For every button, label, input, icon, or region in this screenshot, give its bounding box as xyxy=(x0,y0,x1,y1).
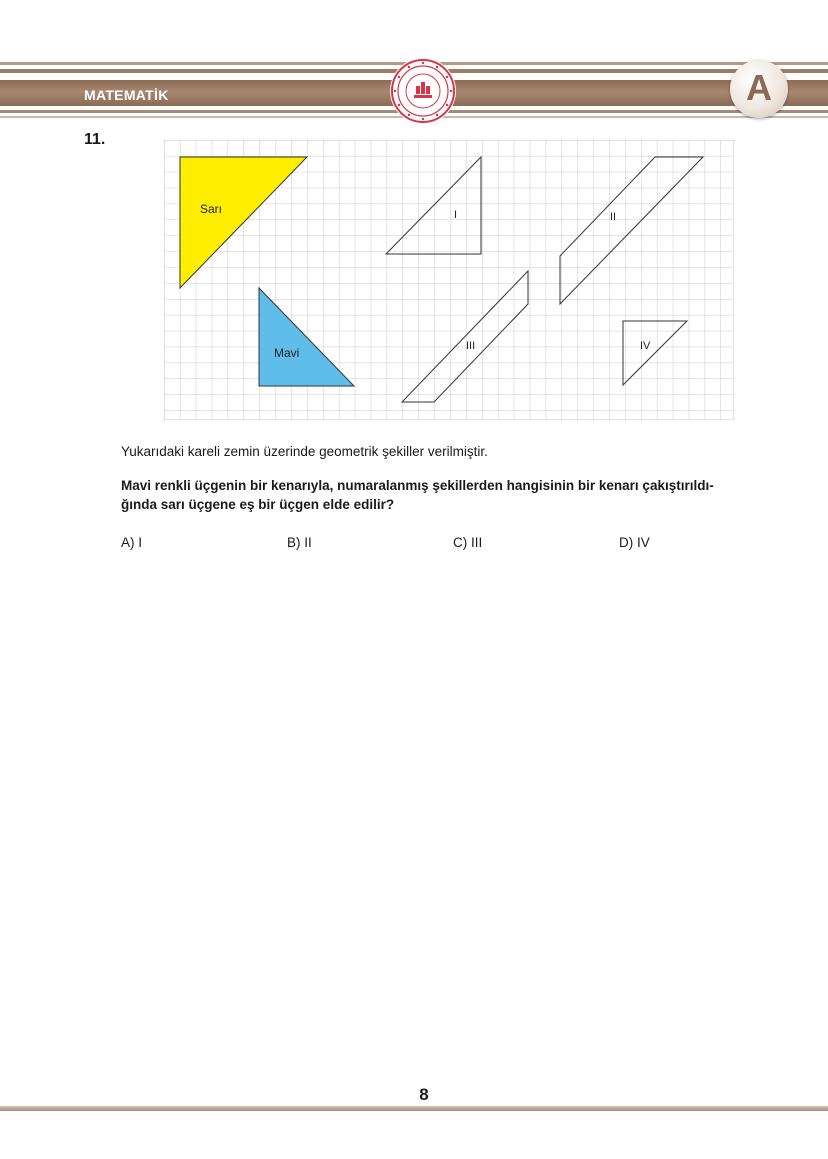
shape-iv-label: IV xyxy=(640,340,651,352)
option-b[interactable]: B) II xyxy=(287,535,312,550)
page-header xyxy=(0,58,828,122)
page-number: 8 xyxy=(419,1085,429,1104)
option-d[interactable]: D) IV xyxy=(619,535,650,550)
shape-iii-label: III xyxy=(466,340,476,352)
shape-i-label: I xyxy=(454,209,458,221)
yellow-label: Sarı xyxy=(200,202,223,216)
question-prompt xyxy=(121,476,781,514)
question-prompt-line: Mavi renkli üçgenin bir kenarıyla, numaralanmış şekillerden hangisinin bir kenarı çakıştırıldı- xyxy=(121,478,714,493)
booklet-letter: A xyxy=(746,67,772,108)
question-prompt-line: ğında sarı üçgene eş bir üçgen elde edilir? xyxy=(121,497,395,512)
footer-divider xyxy=(0,1106,828,1111)
subject-title: MATEMATİK xyxy=(84,87,169,103)
blue-label: Mavi xyxy=(274,346,300,360)
shape-ii-label: II xyxy=(610,211,617,223)
option-c[interactable]: C) III xyxy=(453,535,483,550)
ministry-seal-icon xyxy=(390,58,456,124)
booklet-badge xyxy=(730,60,788,118)
option-a[interactable]: A) I xyxy=(121,535,143,550)
question-number: 11. xyxy=(84,131,106,148)
grid-figure xyxy=(164,140,734,420)
question-stem: Yukarıdaki kareli zemin üzerinde geometrik şekiller verilmiştir. xyxy=(121,444,488,459)
